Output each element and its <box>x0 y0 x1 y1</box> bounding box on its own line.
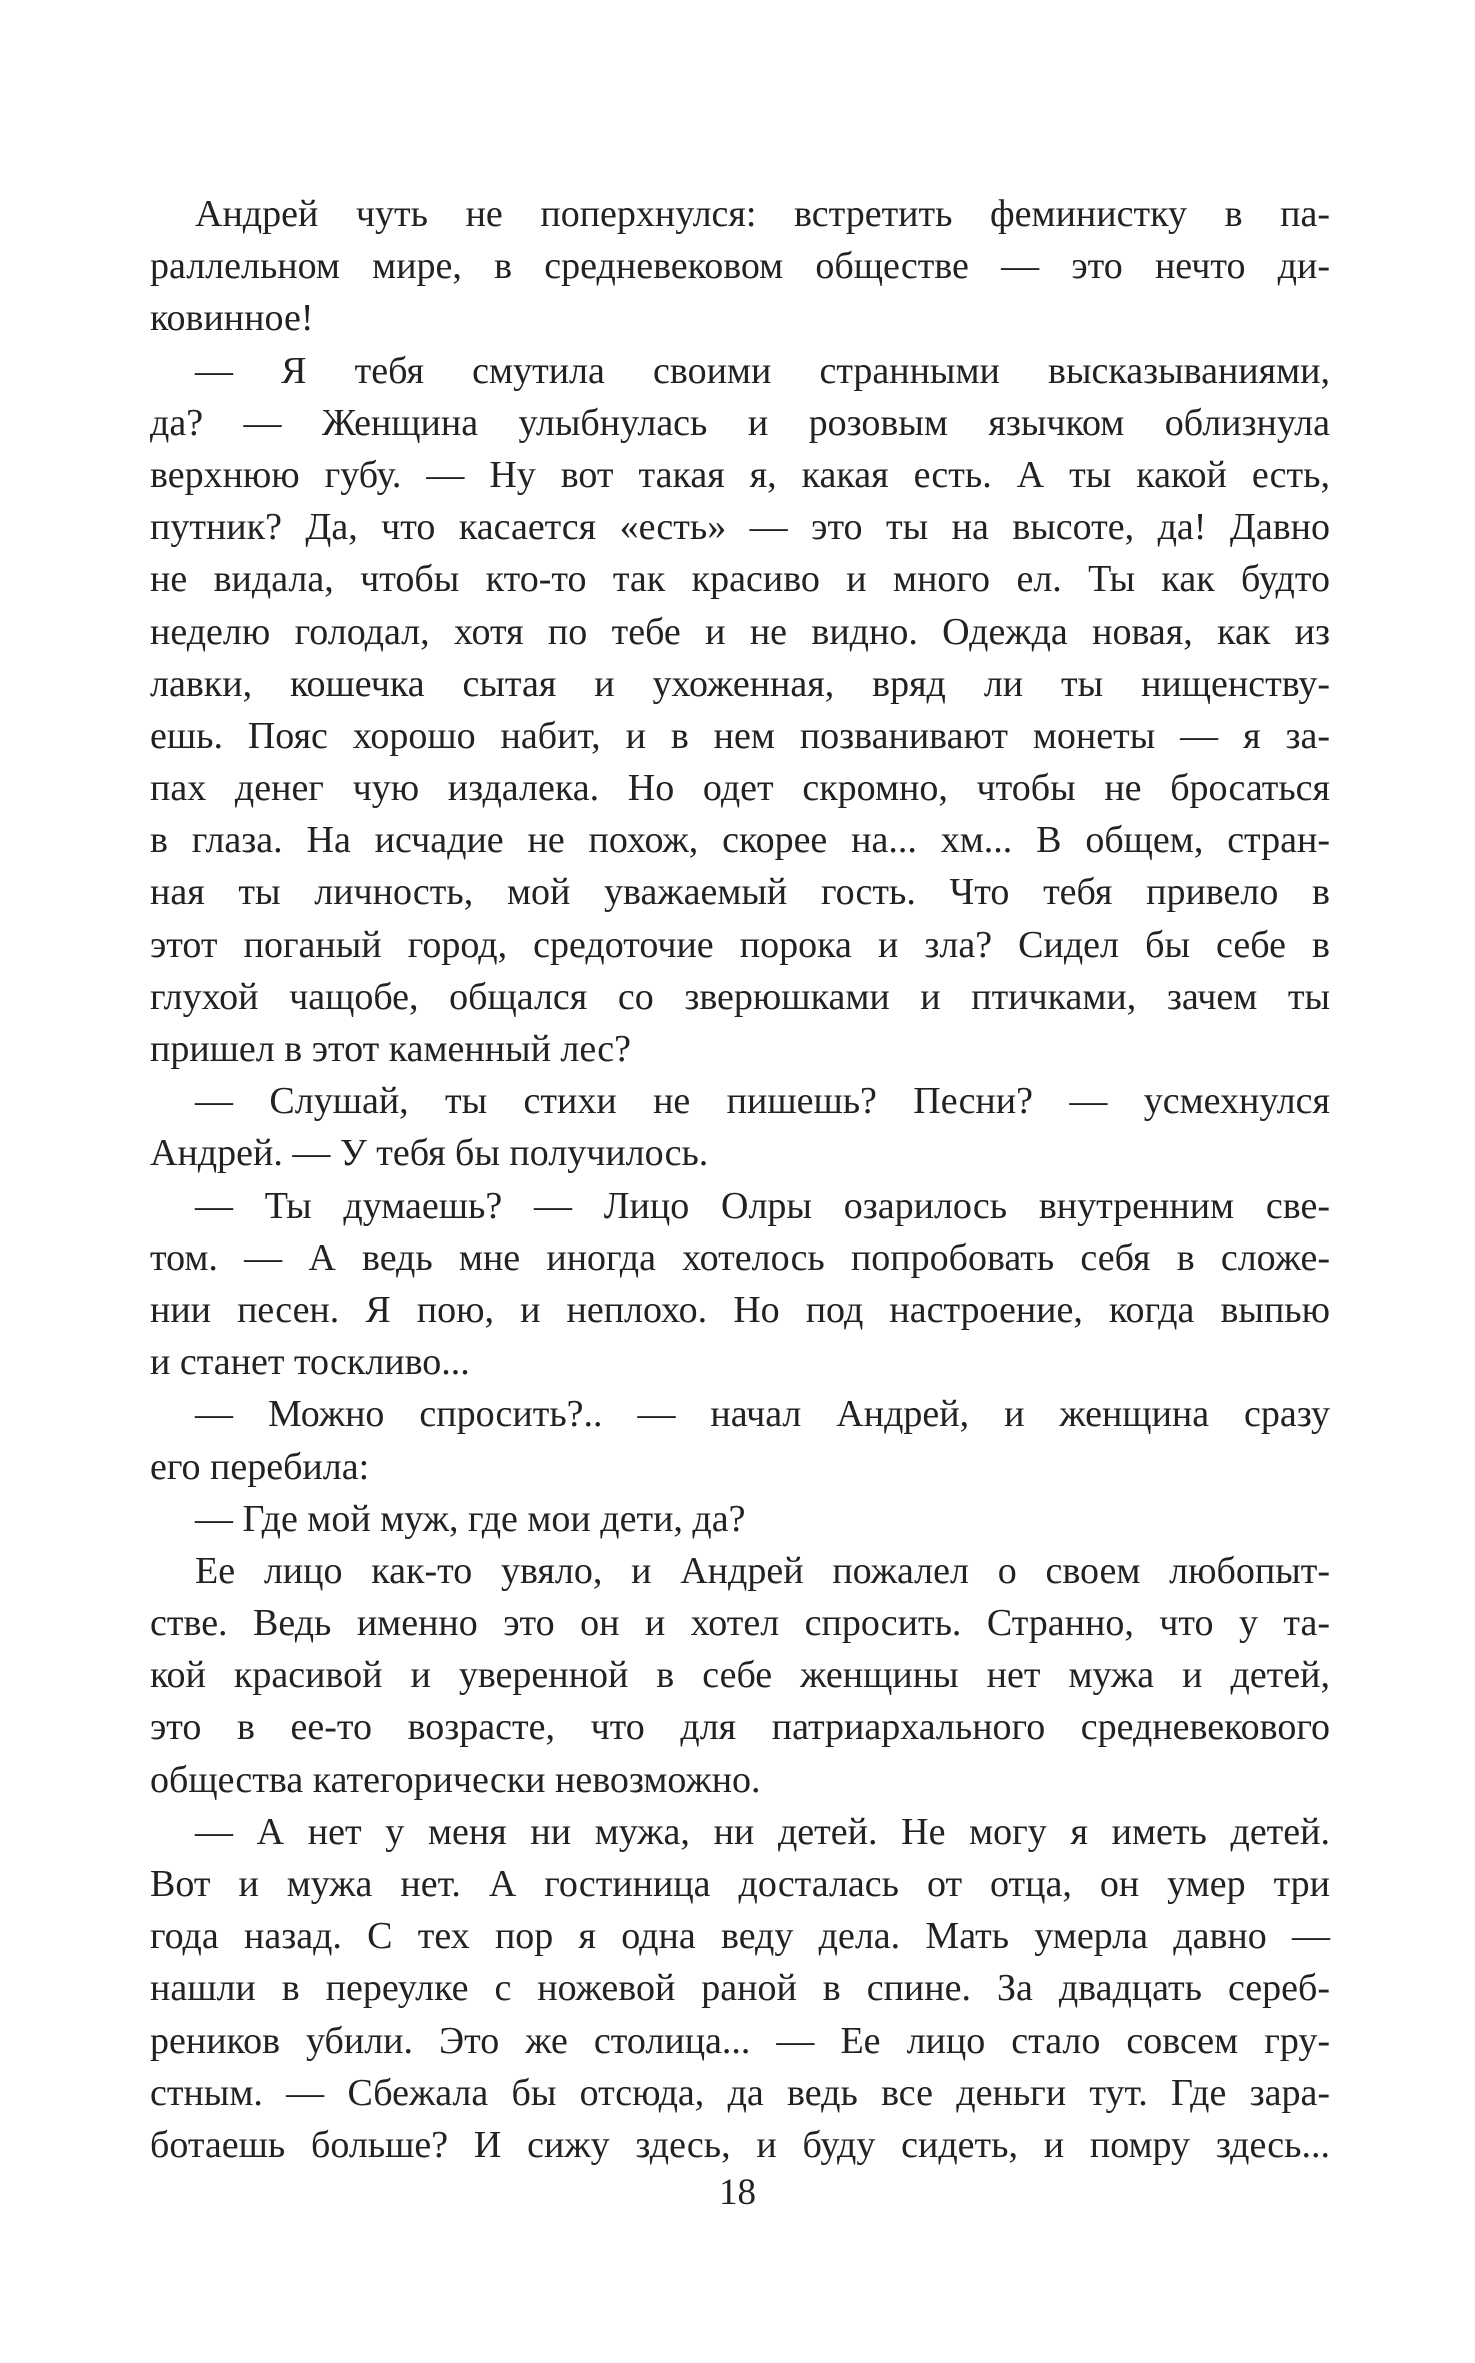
text-line: его перебила: <box>150 1445 370 1488</box>
text-line: Ее лицо как-то увяло, и Андрей пожалел о своем любопыт- <box>195 1549 1330 1592</box>
text-line: — Где мой муж, где мои дети, да? <box>195 1497 746 1540</box>
text-line: стве. Ведь именно это он и хотел спросить. Странно, что у та- <box>150 1602 1330 1645</box>
text-line: общества категорически невозможно. <box>150 1758 761 1801</box>
text-line: путник? Да, что касается «есть» — это ты на высоте, да! Давно <box>150 506 1330 549</box>
text-line: лавки, кошечка сытая и ухоженная, вряд ли ты нищенству- <box>150 662 1330 705</box>
text-line: Андрей. — У тебя бы получилось. <box>150 1132 709 1175</box>
text-line: нии песен. Я пою, и неплохо. Но под настроение, когда выпью <box>150 1288 1330 1331</box>
text-line: — А нет у меня ни мужа, ни детей. Не могу я иметь детей. <box>195 1810 1330 1853</box>
text-line: и станет тоскливо... <box>150 1341 470 1384</box>
text-line: ковинное! <box>150 297 314 340</box>
body-text <box>150 188 1330 2171</box>
text-line: пах денег чую издалека. Но одет скромно, чтобы не бросаться <box>150 767 1330 810</box>
text-line: том. — А ведь мне иногда хотелось попробовать себя в сложе- <box>150 1236 1330 1279</box>
text-line: ешь. Пояс хорошо набит, и в нем позванивают монеты — я за- <box>150 714 1330 757</box>
text-line: Вот и мужа нет. А гостиница досталась от отца, он умер три <box>150 1863 1330 1905</box>
text-line: да? — Женщина улыбнулась и розовым язычком облизнула <box>150 401 1330 444</box>
text-line: пришел в этот каменный лес? <box>150 1028 631 1070</box>
text-line: кой красивой и уверенной в себе женщины нет мужа и детей, <box>150 1654 1330 1697</box>
text-line: ная ты личность, мой уважаемый гость. Что тебя привело в <box>150 871 1330 914</box>
text-line: раллельном мире, в средневековом обществе — это нечто ди- <box>150 245 1330 288</box>
text-line: этот поганый город, средоточие порока и зла? Сидел бы себе в <box>150 923 1330 966</box>
text-line: верхнюю губу. — Ну вот такая я, какая есть. А ты какой есть, <box>150 453 1330 496</box>
text-line: — Я тебя смутила своими странными высказываниями, <box>195 349 1330 392</box>
text-line: ботаешь больше? И сижу здесь, и буду сидеть, и помру здесь... <box>150 2123 1330 2166</box>
text-line: это в ее-то возрасте, что для патриархального средневекового <box>150 1706 1330 1749</box>
text-line: в глаза. На исчадие не похож, скорее на... хм... В общем, стран- <box>150 819 1330 862</box>
text-line: неделю голодал, хотя по тебе и не видно. Одежда новая, как из <box>150 610 1330 653</box>
text-line: стным. — Сбежала бы отсюда, да ведь все деньги тут. Где зара- <box>150 2071 1330 2114</box>
page-number: 18 <box>719 2172 756 2213</box>
text-line: реников убили. Это же столица... — Ее лицо стало совсем гру- <box>150 2019 1330 2062</box>
text-line: глухой чащобе, общался со зверюшками и птичками, зачем ты <box>150 975 1330 1018</box>
text-line: года назад. С тех пор я одна веду дела. Мать умерла давно — <box>150 1915 1330 1958</box>
text-line: — Слушай, ты стихи не пишешь? Песни? — усмехнулся <box>195 1080 1330 1123</box>
text-line: — Ты думаешь? — Лицо Олры озарилось внутренним све- <box>195 1184 1330 1227</box>
text-line: нашли в переулке с ножевой раной в спине. За двадцать сереб- <box>150 1967 1330 2010</box>
text-line: не видала, чтобы кто-то так красиво и много ел. Ты как будто <box>150 558 1330 601</box>
text-line: Андрей чуть не поперхнулся: встретить феминистку в па- <box>195 193 1330 235</box>
text-line: — Можно спросить?.. — начал Андрей, и женщина сразу <box>195 1393 1330 1436</box>
